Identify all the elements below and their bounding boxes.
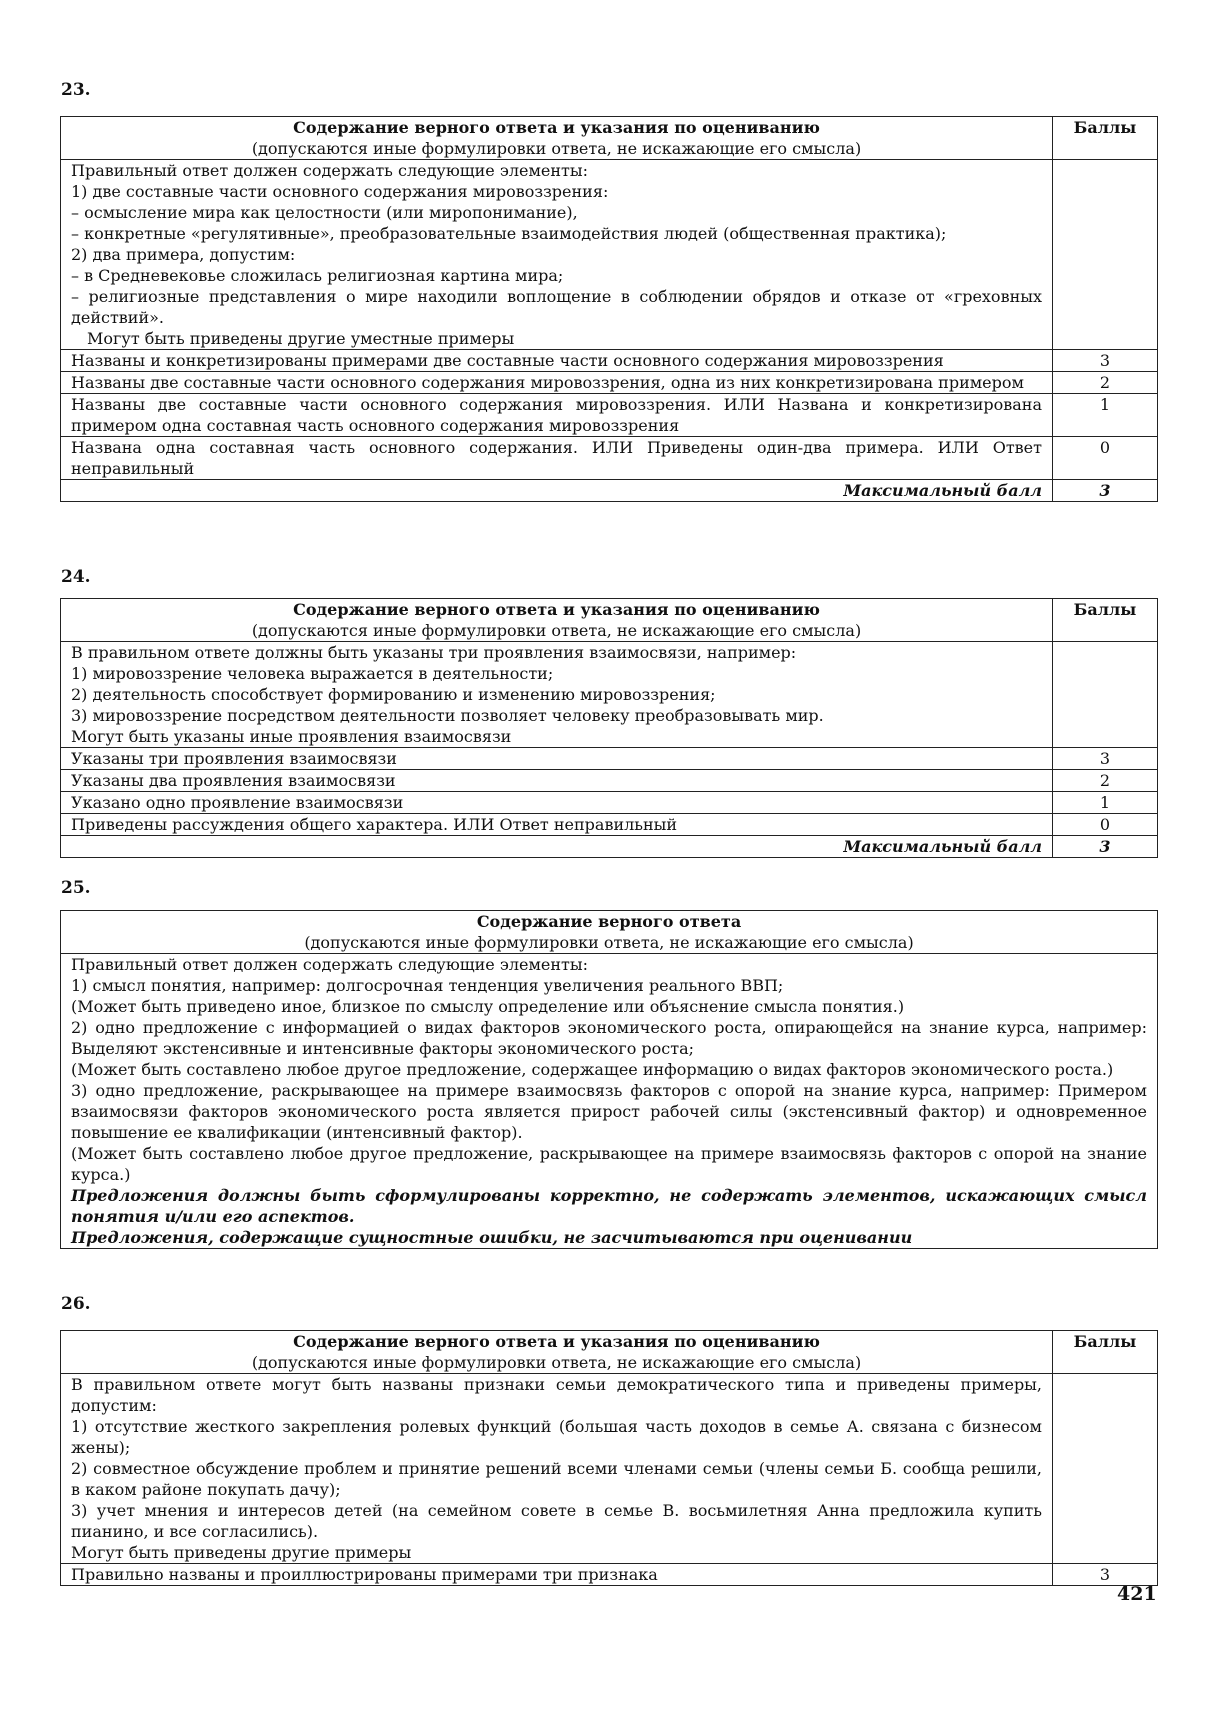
max-score-label: Максимальный балл <box>61 480 1053 502</box>
content-line: 1) две составные части основного содержания мировоззрения: <box>71 182 609 201</box>
criterion-points: 0 <box>1053 814 1158 836</box>
header-title: Содержание верного ответа и указания по оцениванию <box>293 118 820 137</box>
content-line: 3) мировоззрение посредством деятельности позволяет человеку преобразовывать мир. <box>71 706 824 725</box>
empty-points-cell <box>1053 1374 1158 1564</box>
criterion-row <box>61 814 1158 836</box>
content-line: 3) одно предложение, раскрывающее на примере взаимосвязь факторов с опорой на знание курса, например: Примером взаимосвязи факторов экономического роста является прирост рабочей силы (экстенсивный фактор) и одновременное повышение ее квалификации (интенсивный фактор). <box>71 1081 1147 1142</box>
criterion-text: Названы и конкретизированы примерами две составные части основного содержания мировоззрения <box>61 350 1053 372</box>
criterion-text: Указаны два проявления взаимосвязи <box>61 770 1053 792</box>
criterion-points: 3 <box>1053 1564 1158 1586</box>
criterion-points: 2 <box>1053 372 1158 394</box>
table-header-row <box>61 599 1158 642</box>
content-line: Могут быть приведены другие уместные примеры <box>87 329 515 348</box>
content-line: (Может быть составлено любое другое предложение, раскрывающее на примере взаимосвязь факторов с опорой на знание курса.) <box>71 1144 1147 1184</box>
points-header: Баллы <box>1053 117 1158 160</box>
grading-table-25 <box>60 910 1158 1249</box>
criterion-row <box>61 1564 1158 1586</box>
criterion-text: Названа одна составная часть основного содержания. ИЛИ Приведены один-два примера. ИЛИ Ответ неправильный <box>61 437 1053 480</box>
grading-note: Предложения должны быть сформулированы корректно, не содержать элементов, искажающих смысл понятия и/или его аспектов. <box>71 1186 1147 1226</box>
criterion-row <box>61 748 1158 770</box>
criterion-points: 1 <box>1053 792 1158 814</box>
content-line: 2) два примера, допустим: <box>71 245 296 264</box>
criterion-row <box>61 770 1158 792</box>
empty-points-cell <box>1053 160 1158 350</box>
header-subtitle: (допускаются иные формулировки ответа, не искажающие его смысла) <box>251 621 862 640</box>
max-score-label: Максимальный балл <box>61 836 1053 858</box>
header-title: Содержание верного ответа и указания по оцениванию <box>293 600 820 619</box>
answer-content <box>61 642 1053 748</box>
header-subtitle: (допускаются иные формулировки ответа, не искажающие его смысла) <box>251 1353 862 1372</box>
header-title: Содержание верного ответа и указания по оцениванию <box>293 1332 820 1351</box>
max-score-value: 3 <box>1053 480 1158 502</box>
content-line: – конкретные «регулятивные», преобразовательные взаимодействия людей (общественная практика); <box>71 224 947 243</box>
points-header: Баллы <box>1053 599 1158 642</box>
content-line: 3) учет мнения и интересов детей (на семейном совете в семье В. восьмилетняя Анна предложила купить пианино, и все согласились). <box>71 1501 1042 1541</box>
content-header <box>61 1331 1053 1374</box>
content-line: – осмысление мира как целостности (или миропонимание), <box>71 203 578 222</box>
grading-table-26 <box>60 1330 1158 1586</box>
content-line: 2) деятельность способствует формированию и изменению мировоззрения; <box>71 685 716 704</box>
criterion-row <box>61 372 1158 394</box>
criterion-text: Названы две составные части основного содержания мировоззрения, одна из них конкретизирована примером <box>61 372 1053 394</box>
table-header-row <box>61 1331 1158 1374</box>
max-score-value: 3 <box>1053 836 1158 858</box>
content-line: (Может быть составлено любое другое предложение, содержащее информацию о видах факторов экономического роста.) <box>71 1060 1114 1079</box>
criterion-text: Правильно названы и проиллюстрированы примерами три признака <box>61 1564 1053 1586</box>
question-number: 26. <box>61 1294 91 1314</box>
content-line: 2) одно предложение с информацией о видах факторов экономического роста, опирающейся на знание курса, например: Выделяют экстенсивные и интенсивные факторы экономического роста; <box>71 1018 1147 1058</box>
content-line: (Может быть приведено иное, близкое по смыслу определение или объяснение смысла понятия.) <box>71 997 905 1016</box>
criterion-text: Названы две составные части основного содержания мировоззрения. ИЛИ Названа и конкретизирована примером одна составная часть основного содержания мировоззрения <box>61 394 1053 437</box>
criterion-text: Приведены рассуждения общего характера. ИЛИ Ответ неправильный <box>61 814 1053 836</box>
criterion-row <box>61 437 1158 480</box>
content-line: Правильный ответ должен содержать следующие элементы: <box>71 955 589 974</box>
criterion-points: 0 <box>1053 437 1158 480</box>
answer-content-row <box>61 1374 1158 1564</box>
content-line: Могут быть указаны иные проявления взаимосвязи <box>71 727 512 746</box>
content-line: В правильном ответе должны быть указаны три проявления взаимосвязи, например: <box>71 643 797 662</box>
criterion-row <box>61 350 1158 372</box>
criterion-points: 1 <box>1053 394 1158 437</box>
question-number: 23. <box>61 80 91 100</box>
question-number: 25. <box>61 878 91 898</box>
content-line: 1) отсутствие жесткого закрепления ролевых функций (большая часть доходов в семье А. связана с бизнесом жены); <box>71 1417 1042 1457</box>
table-header-row <box>61 911 1158 954</box>
criterion-row <box>61 792 1158 814</box>
table-header-row <box>61 117 1158 160</box>
max-score-row <box>61 836 1158 858</box>
max-score-row <box>61 480 1158 502</box>
criterion-text: Указаны три проявления взаимосвязи <box>61 748 1053 770</box>
grading-table-23 <box>60 116 1158 502</box>
grading-note: Предложения, содержащие сущностные ошибки, не засчитываются при оценивании <box>71 1228 913 1247</box>
answer-content-row <box>61 954 1158 1249</box>
points-header: Баллы <box>1053 1331 1158 1374</box>
page-number: 421 <box>1117 1583 1157 1605</box>
content-line: Могут быть приведены другие примеры <box>71 1543 412 1562</box>
question-number: 24. <box>61 567 91 587</box>
content-line: 1) смысл понятия, например: долгосрочная тенденция увеличения реального ВВП; <box>71 976 784 995</box>
grading-table-24 <box>60 598 1158 858</box>
content-header <box>61 117 1053 160</box>
criterion-row <box>61 394 1158 437</box>
header-subtitle: (допускаются иные формулировки ответа, не искажающие его смысла) <box>304 933 914 952</box>
content-line: – религиозные представления о мире находили воплощение в соблюдении обрядов и отказе от «греховных действий». <box>71 287 1042 327</box>
content-line: В правильном ответе могут быть названы признаки семьи демократического типа и приведены примеры, допустим: <box>71 1375 1042 1415</box>
answer-content-row <box>61 642 1158 748</box>
criterion-text: Указано одно проявление взаимосвязи <box>61 792 1053 814</box>
answer-content-row <box>61 160 1158 350</box>
header-title: Содержание верного ответа <box>476 912 742 931</box>
criterion-points: 3 <box>1053 748 1158 770</box>
content-header <box>61 599 1053 642</box>
answer-content <box>61 1374 1053 1564</box>
content-header <box>61 911 1158 954</box>
content-line: 2) совместное обсуждение проблем и принятие решений всеми членами семьи (члены семьи Б. сообща решили, в каком районе покупать дачу); <box>71 1459 1042 1499</box>
criterion-points: 2 <box>1053 770 1158 792</box>
answer-content <box>61 160 1053 350</box>
answer-content <box>61 954 1158 1249</box>
content-line: – в Средневековье сложилась религиозная картина мира; <box>71 266 564 285</box>
empty-points-cell <box>1053 642 1158 748</box>
content-line: 1) мировоззрение человека выражается в деятельности; <box>71 664 554 683</box>
criterion-points: 3 <box>1053 350 1158 372</box>
header-subtitle: (допускаются иные формулировки ответа, не искажающие его смысла) <box>251 139 862 158</box>
content-line: Правильный ответ должен содержать следующие элементы: <box>71 161 589 180</box>
